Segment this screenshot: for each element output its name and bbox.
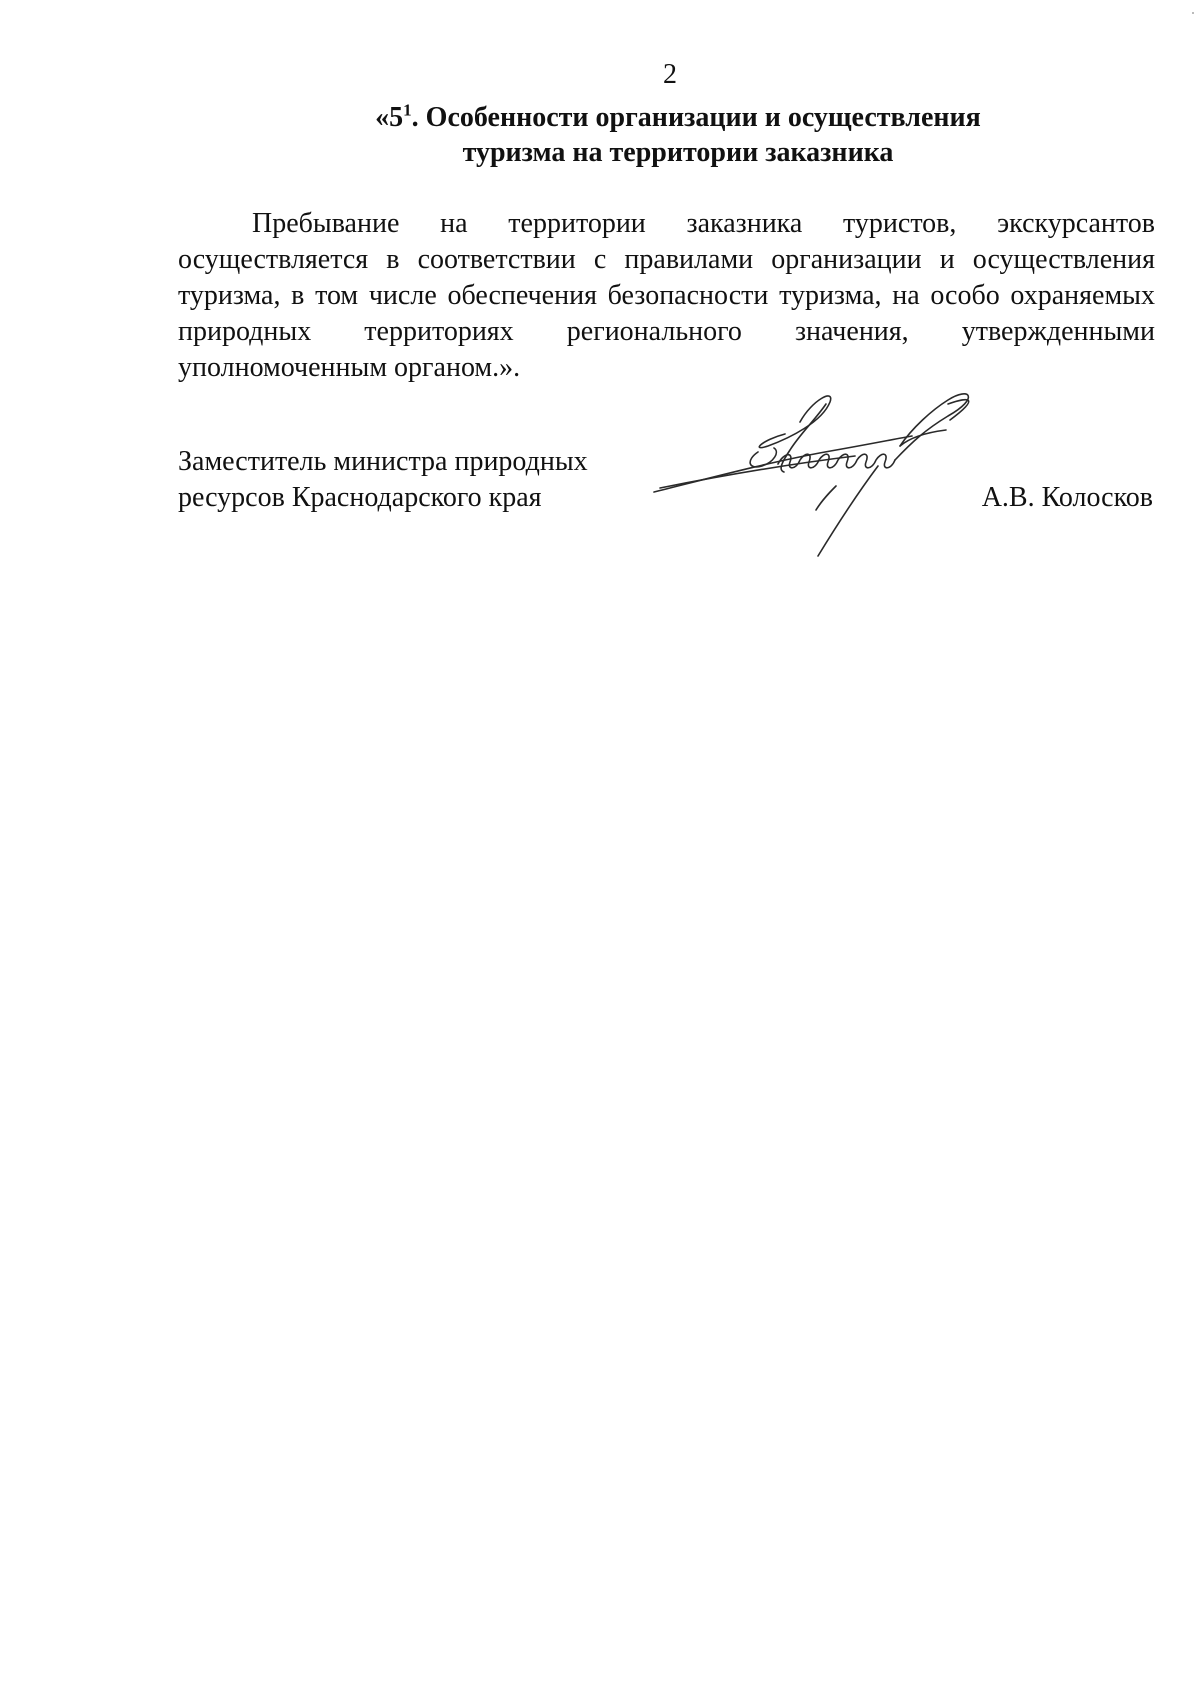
heading-open-quote: «5 xyxy=(375,102,404,133)
heading-line-1-text: . Особенности организации и осуществления xyxy=(411,102,981,133)
signatory-position xyxy=(178,444,588,516)
heading-line-1 xyxy=(178,100,1178,135)
scan-mark xyxy=(1192,12,1194,14)
heading-superscript: 1 xyxy=(403,100,412,120)
body-paragraph xyxy=(178,206,1155,386)
paragraph-line: туризма, в том числе обеспечения безопасности туризма, на особо охраняемых xyxy=(178,280,1155,311)
heading-line-2: туризма на территории заказника xyxy=(462,137,894,168)
page-number: 2 xyxy=(663,59,677,90)
signer-name: А.В. Колосков xyxy=(981,482,1153,513)
handwritten-signature xyxy=(650,390,1070,560)
section-heading xyxy=(178,100,1178,170)
paragraph-line: природных территориях регионального значения, утвержденными xyxy=(178,316,1155,347)
paragraph-line: Пребывание на территории заказника туристов, экскурсантов xyxy=(252,208,1155,239)
position-line: Заместитель министра природных xyxy=(178,446,588,477)
paragraph-line: уполномоченным органом.». xyxy=(178,352,521,383)
position-line: ресурсов Краснодарского края xyxy=(178,482,542,513)
paragraph-line: осуществляется в соответствии с правилами организации и осуществления xyxy=(178,244,1155,275)
